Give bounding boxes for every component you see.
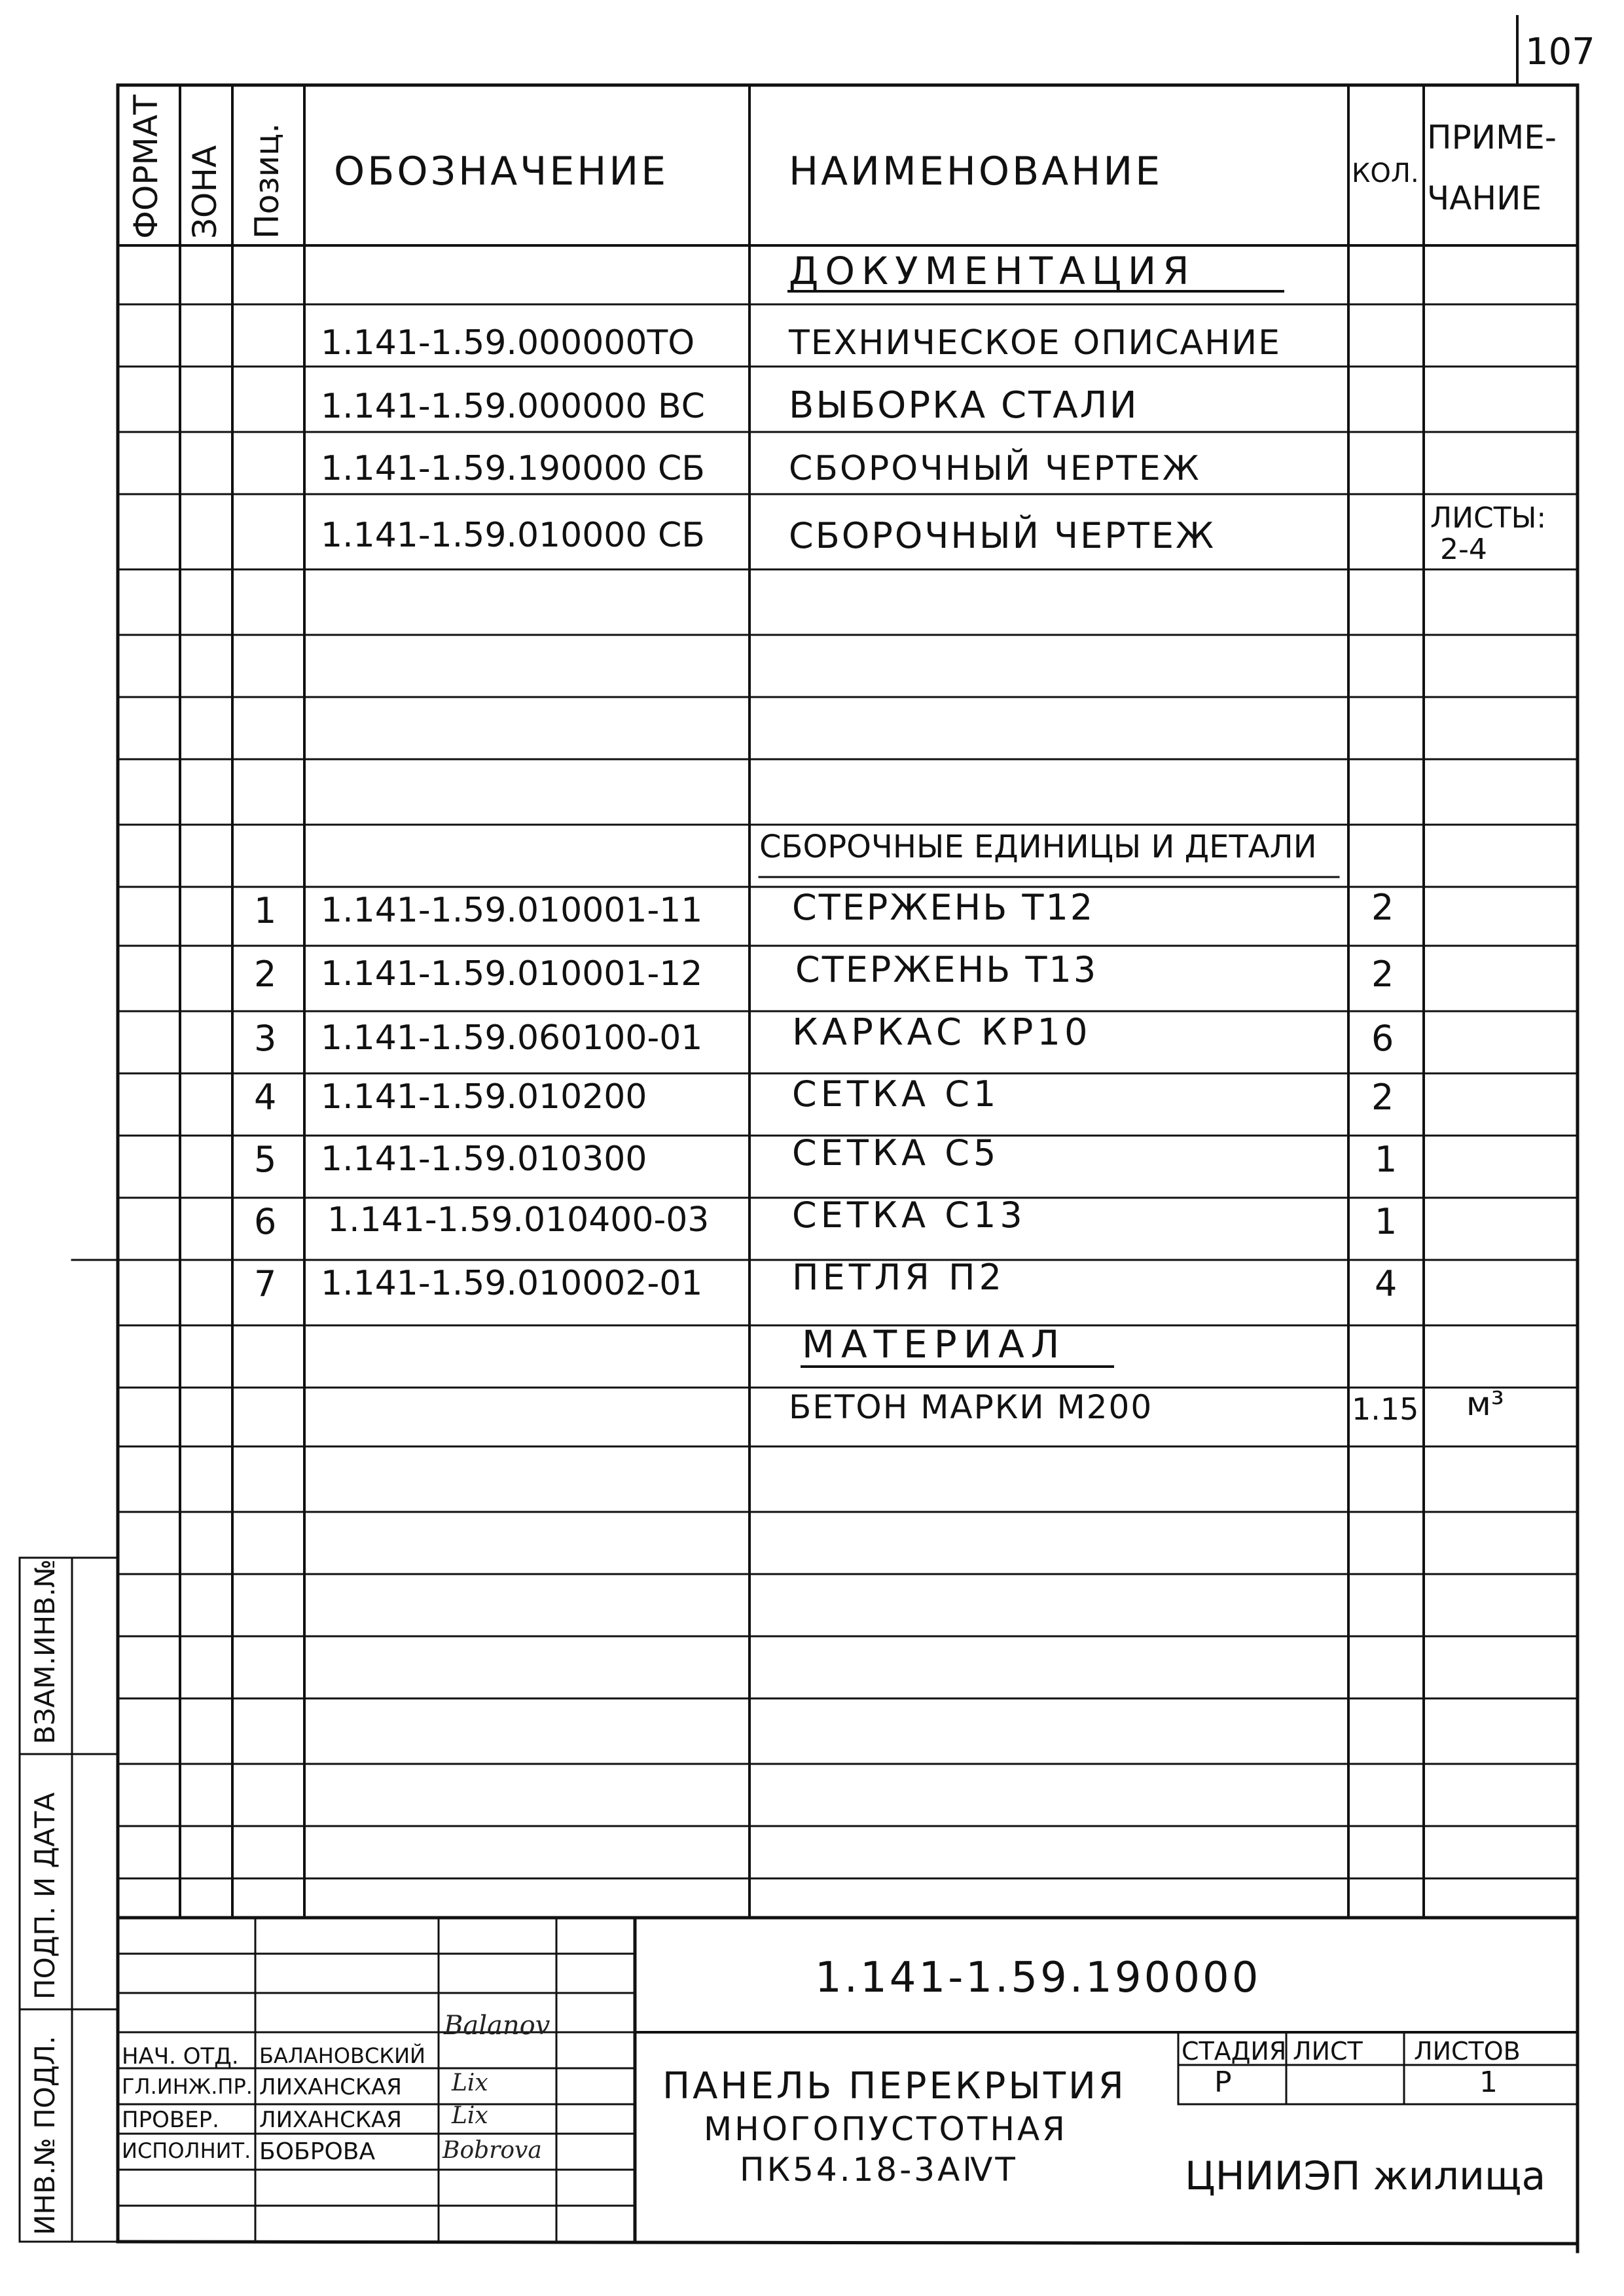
item-name: ПЕТЛЯ П2 bbox=[792, 1257, 1005, 1298]
doc-note-line2: 2-4 bbox=[1440, 533, 1487, 566]
role-signature: Bobrova bbox=[442, 2137, 542, 2164]
role-surname: ЛИХАНСКАЯ bbox=[259, 2107, 402, 2133]
item-name: СЕТКА С5 bbox=[792, 1132, 1000, 1174]
sheet-number: 107 bbox=[1525, 31, 1595, 73]
role-surname: ЛИХАНСКАЯ bbox=[259, 2074, 402, 2100]
role-label: ИСПОЛНИТ. bbox=[122, 2138, 251, 2163]
item-name: СЕТКА С13 bbox=[792, 1194, 1026, 1236]
item-qty: 4 bbox=[1375, 1263, 1398, 1304]
item-position: 7 bbox=[254, 1263, 277, 1304]
organization-name: ЦНИИЭП жилища bbox=[1185, 2153, 1546, 2199]
material-unit: м³ bbox=[1466, 1385, 1504, 1423]
item-designation: 1.141-1.59.010400-03 bbox=[327, 1200, 710, 1240]
doc-designation: 1.141-1.59.010000 СБ bbox=[321, 516, 705, 555]
doc-designation: 1.141-1.59.000000 ВС bbox=[321, 387, 705, 426]
item-name: СТЕРЖЕНЬ Т12 bbox=[792, 887, 1095, 928]
role-signature: Lix bbox=[452, 2070, 488, 2096]
doc-name: ВЫБОРКА СТАЛИ bbox=[789, 384, 1139, 427]
item-designation: 1.141-1.59.010200 bbox=[321, 1077, 647, 1117]
col-zone-header: ЗОНА bbox=[186, 145, 224, 239]
sheet-label: ЛИСТ bbox=[1293, 2037, 1363, 2066]
col-name-header: НАИМЕНОВАНИЕ bbox=[789, 149, 1163, 194]
item-qty: 2 bbox=[1371, 1077, 1394, 1118]
doc-name: СБОРОЧНЫЙ ЧЕРТЕЖ bbox=[789, 449, 1201, 488]
doc-name: СБОРОЧНЫЙ ЧЕРТЕЖ bbox=[789, 515, 1216, 556]
side-label-sign-date: ПОДП. И ДАТА bbox=[29, 1792, 61, 2000]
side-label-interchange: ВЗАМ.ИНВ.№ bbox=[29, 1559, 61, 1744]
item-position: 4 bbox=[254, 1077, 277, 1118]
doc-designation: 1.141-1.59.190000 СБ bbox=[321, 449, 705, 488]
product-title-line1: ПАНЕЛЬ ПЕРЕКРЫТИЯ bbox=[662, 2065, 1127, 2108]
doc-name: ТЕХНИЧЕСКОЕ ОПИСАНИЕ bbox=[789, 323, 1281, 363]
item-qty: 1 bbox=[1375, 1201, 1398, 1242]
item-qty: 2 bbox=[1371, 887, 1394, 928]
col-qty-header: КОЛ. bbox=[1352, 158, 1419, 188]
sheets-label: ЛИСТОВ bbox=[1414, 2037, 1521, 2066]
item-name: СТЕРЖЕНЬ Т13 bbox=[795, 949, 1098, 990]
section-material: МАТЕРИАЛ bbox=[802, 1322, 1066, 1367]
product-title-line3: ПК54.18-3АⅣТ bbox=[740, 2151, 1018, 2189]
col-format-header: ФОРМАТ bbox=[127, 94, 165, 239]
material-name: БЕТОН МАРКИ М200 bbox=[789, 1388, 1153, 1426]
role-surname: БАЛАНОВСКИЙ bbox=[259, 2043, 425, 2068]
role-surname: БОБРОВА bbox=[259, 2138, 376, 2165]
document-code: 1.141-1.59.190000 bbox=[815, 1954, 1261, 2002]
item-position: 2 bbox=[254, 954, 277, 995]
item-designation: 1.141-1.59.060100-01 bbox=[321, 1018, 703, 1058]
item-name: СЕТКА С1 bbox=[792, 1073, 1000, 1115]
item-position: 3 bbox=[254, 1018, 277, 1059]
product-title-line2: МНОГОПУСТОТНАЯ bbox=[704, 2110, 1068, 2148]
item-qty: 2 bbox=[1371, 954, 1394, 995]
item-designation: 1.141-1.59.010300 bbox=[321, 1139, 647, 1179]
stage-value: Р bbox=[1214, 2066, 1232, 2099]
item-designation: 1.141-1.59.010001-12 bbox=[321, 954, 703, 994]
col-position-header: Позиц. bbox=[248, 122, 286, 239]
doc-designation: 1.141-1.59.000000ТО bbox=[321, 323, 695, 363]
item-position: 5 bbox=[254, 1139, 277, 1180]
item-position: 1 bbox=[254, 890, 277, 931]
sheets-value: 1 bbox=[1479, 2066, 1498, 2099]
col-designation-header: ОБОЗНАЧЕНИЕ bbox=[334, 149, 669, 194]
item-position: 6 bbox=[254, 1201, 277, 1242]
doc-note-line1: ЛИСТЫ: bbox=[1430, 501, 1547, 535]
col-note-header-2: ЧАНИЕ bbox=[1427, 179, 1542, 217]
stage-label: СТАДИЯ bbox=[1182, 2037, 1287, 2066]
section-documentation: ДОКУМЕНТАЦИЯ bbox=[789, 249, 1196, 293]
item-designation: 1.141-1.59.010002-01 bbox=[321, 1264, 703, 1303]
item-qty: 6 bbox=[1371, 1018, 1394, 1059]
item-designation: 1.141-1.59.010001-11 bbox=[321, 891, 703, 930]
role-label: ПРОВЕР. bbox=[122, 2107, 219, 2133]
side-label-inv-orig: ИНВ.№ ПОДЛ. bbox=[29, 2036, 61, 2235]
role-label: НАЧ. ОТД. bbox=[122, 2043, 239, 2070]
item-name: КАРКАС КР10 bbox=[792, 1011, 1092, 1054]
item-qty: 1 bbox=[1375, 1139, 1398, 1180]
role-label: ГЛ.ИНЖ.ПР. bbox=[122, 2074, 253, 2099]
col-note-header-1: ПРИМЕ- bbox=[1427, 118, 1557, 156]
role-signature: Balanov bbox=[444, 2011, 550, 2041]
material-qty: 1.15 bbox=[1352, 1391, 1419, 1427]
section-assembly: СБОРОЧНЫЕ ЕДИНИЦЫ И ДЕТАЛИ bbox=[759, 829, 1317, 865]
role-signature: Lix bbox=[452, 2102, 488, 2129]
